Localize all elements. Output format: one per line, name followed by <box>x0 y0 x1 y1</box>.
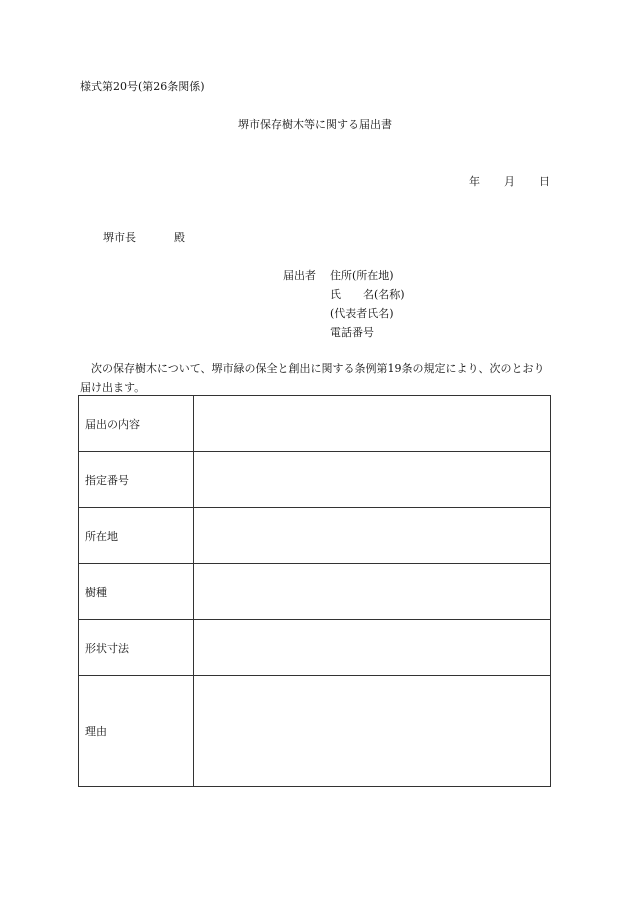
row-field-reason[interactable] <box>194 676 551 787</box>
form-table <box>78 395 551 787</box>
date-line <box>445 176 550 187</box>
row-field-tree-species[interactable] <box>194 564 551 620</box>
notifier-name-label: 氏 名(名称) <box>330 288 405 301</box>
table-row <box>79 508 551 564</box>
date-year: 年 <box>469 175 480 188</box>
addressee-honorific: 殿 <box>174 231 185 244</box>
table-row <box>79 396 551 452</box>
row-field-location[interactable] <box>194 508 551 564</box>
row-field-designation-number[interactable] <box>194 452 551 508</box>
table-row <box>79 564 551 620</box>
row-label-reason: 理由 <box>79 676 194 787</box>
row-label-tree-species: 樹種 <box>79 564 194 620</box>
row-label-location: 所在地 <box>79 508 194 564</box>
table-row <box>79 452 551 508</box>
table-row <box>79 620 551 676</box>
row-label-dimensions: 形状寸法 <box>79 620 194 676</box>
table-row <box>79 676 551 787</box>
document-title: 堺市保存樹木等に関する届出書 <box>238 118 392 131</box>
form-number: 様式第20号(第26条関係) <box>80 80 205 93</box>
row-label-content: 届出の内容 <box>79 396 194 452</box>
body-text: 次の保存樹木について、堺市緑の保全と創出に関する条例第19条の規定により、次のとおり届け出ます。 <box>80 362 545 394</box>
notifier-representative-label: (代表者氏名) <box>330 307 394 320</box>
notifier-phone-label: 電話番号 <box>330 326 374 339</box>
addressee <box>103 232 185 243</box>
date-month: 月 <box>504 175 515 188</box>
notifier-address-label: 住所(所在地) <box>330 269 394 282</box>
notifier-label: 届出者 <box>283 269 316 282</box>
date-day: 日 <box>539 175 550 188</box>
addressee-name: 堺市長 <box>103 231 136 244</box>
row-label-designation-number: 指定番号 <box>79 452 194 508</box>
row-field-content[interactable] <box>194 396 551 452</box>
row-field-dimensions[interactable] <box>194 620 551 676</box>
